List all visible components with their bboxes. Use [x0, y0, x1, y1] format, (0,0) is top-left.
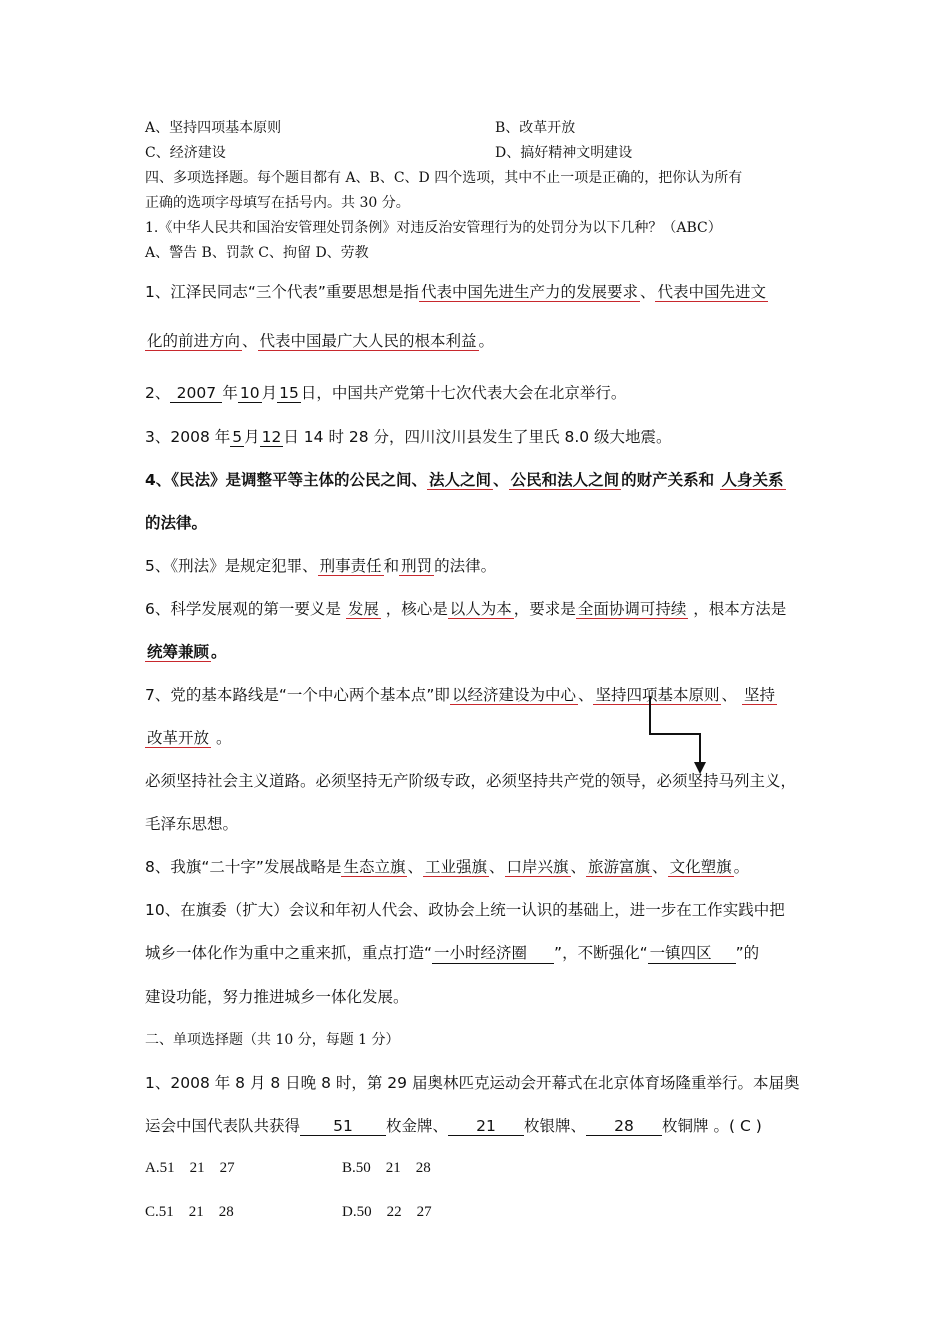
item-6-line1: 6、科学发展观的第一要义是 发展 ，核心是 以人为本 ，要求是 全面协调可持续 ，根本方法是	[145, 600, 787, 618]
answer-blank: 刑罚	[401, 557, 433, 575]
answer-blank: 代表中国最广大人民的根本利益	[259, 332, 477, 350]
answer-blank: 一镇四区	[648, 941, 736, 964]
single-question-1-line1: 1、2008 年 8 月 8 日晚 8 时，第 29 届奥林匹克运动会开幕式在北京体育场隆重举行。本届奥	[145, 1074, 800, 1092]
note-line1: 必须坚持社会主义道路。必须坚持无产阶级专政，必须坚持共产党的领导，必须坚持马列主义，	[145, 772, 797, 790]
answer-blank: 发展	[347, 600, 379, 618]
answer-blank: 人身关系	[721, 471, 784, 489]
answer-blank: 化的前进方向	[147, 332, 241, 350]
multi-question-1-options: A、警告 B、罚款 C、拘留 D、劳教	[145, 245, 369, 261]
answer-blank: 改革开放	[147, 729, 210, 747]
answer-blank: 工业强旗	[424, 858, 487, 876]
answer-blank: 代表中国先进文	[657, 283, 766, 301]
answer-blank: 刑事责任	[319, 557, 382, 575]
item-4-line1: 4、《民法》是调整平等主体的公民之间、 法人之间 、 公民和法人之间 的财产关系和 人身关系	[145, 471, 784, 489]
answer-blank: 统筹兼顾	[147, 643, 210, 661]
answer-blank: 2007	[170, 384, 222, 403]
answer-blank: 以人为本	[449, 600, 512, 618]
section4-instruction: 正确的选项字母填写在括号内。共 30 分。	[145, 195, 410, 211]
option-c: C、经济建设	[145, 145, 226, 161]
answer-blank: 全面协调可持续	[577, 600, 687, 618]
answer-blank: 公民和法人之间	[510, 471, 620, 489]
connector-arrow	[640, 694, 710, 778]
choice-a: A.51 21 27	[145, 1160, 235, 1176]
option-d: D、搞好精神文明建设	[495, 145, 633, 161]
answer-blank: 代表中国先进生产力的发展要求	[420, 283, 638, 301]
answer-blank: 法人之间	[429, 471, 492, 489]
item-1-line1: 1、江泽民同志“三个代表”重要思想是指 代表中国先进生产力的发展要求 、 代表中国先进文	[145, 283, 766, 301]
answer-blank: 旅游富旗	[588, 858, 651, 876]
multi-question-1: 1.《中华人民共和国治安管理处罚条例》对违反治安管理行为的处罚分为以下几种？（ABC）	[145, 220, 722, 236]
choice-c: C.51 21 28	[145, 1204, 234, 1220]
option-a: A、坚持四项基本原则	[145, 120, 282, 136]
answer-blank: 口岸兴旗	[506, 858, 569, 876]
answer-blank: 12	[261, 428, 282, 446]
answer-blank: 5	[232, 428, 243, 446]
item-8: 8、我旗“二十字”发展战略是 生态立旗 、 工业强旗 、 口岸兴旗 、 旅游富旗 、 文化塑旗 。	[145, 858, 750, 876]
note-line2: 毛泽东思想。	[145, 815, 239, 833]
answer-blank: 28	[586, 1117, 662, 1136]
choice-d: D.50 22 27	[342, 1204, 432, 1220]
item-10-line1: 10、在旗委（扩大）会议和年初人代会、政协会上统一认识的基础上，进一步在工作实践中把	[145, 901, 785, 919]
answer-blank: 坚持四项基本原则	[595, 686, 720, 704]
answer-blank: 坚持	[743, 686, 775, 704]
answer-blank: 15	[279, 384, 299, 402]
option-b: B、改革开放	[495, 120, 576, 136]
item-10-line3: 建设功能，努力推进城乡一体化发展。	[145, 988, 409, 1006]
item-2: 2、 2007 年 10 月 15 日，中国共产党第十七次代表大会在北京举行。	[145, 384, 627, 402]
answer-blank: 生态立旗	[343, 858, 406, 876]
item-7-line1: 7、党的基本路线是“一个中心两个基本点”即 以经济建设为中心 、 坚持四项基本原则 、 坚持	[145, 686, 775, 704]
answer-blank: 以经济建设为中心	[451, 686, 576, 704]
section4-heading: 四、多项选择题。每个题目都有 A、B、C、D 四个选项，其中不止一项是正确的，把你认为所有	[145, 170, 743, 186]
answer-blank: 10	[239, 384, 260, 402]
choice-b: B.50 21 28	[342, 1160, 431, 1176]
item-10-line2: 城乡一体化作为重中之重来抓，重点打造“ 一小时经济圈 ”，不断强化“ 一镇四区 ”的	[145, 941, 759, 964]
item-4-line2: 的法律。	[145, 514, 208, 532]
section2-heading: 二、单项选择题（共 10 分，每题 1 分）	[145, 1032, 400, 1048]
answer-blank: 文化塑旗	[669, 858, 732, 876]
answer-blank: 一小时经济圈	[432, 941, 554, 964]
item-6-line2: 统筹兼顾 。	[147, 643, 227, 661]
answer-blank: 51	[300, 1117, 386, 1136]
item-1-line2: 化的前进方向 、 代表中国最广大人民的根本利益 。	[147, 332, 495, 350]
answer-blank: 21	[448, 1117, 524, 1136]
item-3: 3、2008 年 5 月 12 日 14 时 28 分，四川汶川县发生了里氏 8.0 级大地震。	[145, 428, 672, 446]
item-7-line2: 改革开放 。	[147, 729, 232, 747]
single-question-1-line2: 运会中国代表队共获得 51 枚金牌、 21 枚银牌、 28 枚铜牌 。( C )	[145, 1117, 762, 1135]
item-5: 5、《刑法》是规定犯罪、 刑事责任 和 刑罚 的法律。	[145, 557, 497, 575]
